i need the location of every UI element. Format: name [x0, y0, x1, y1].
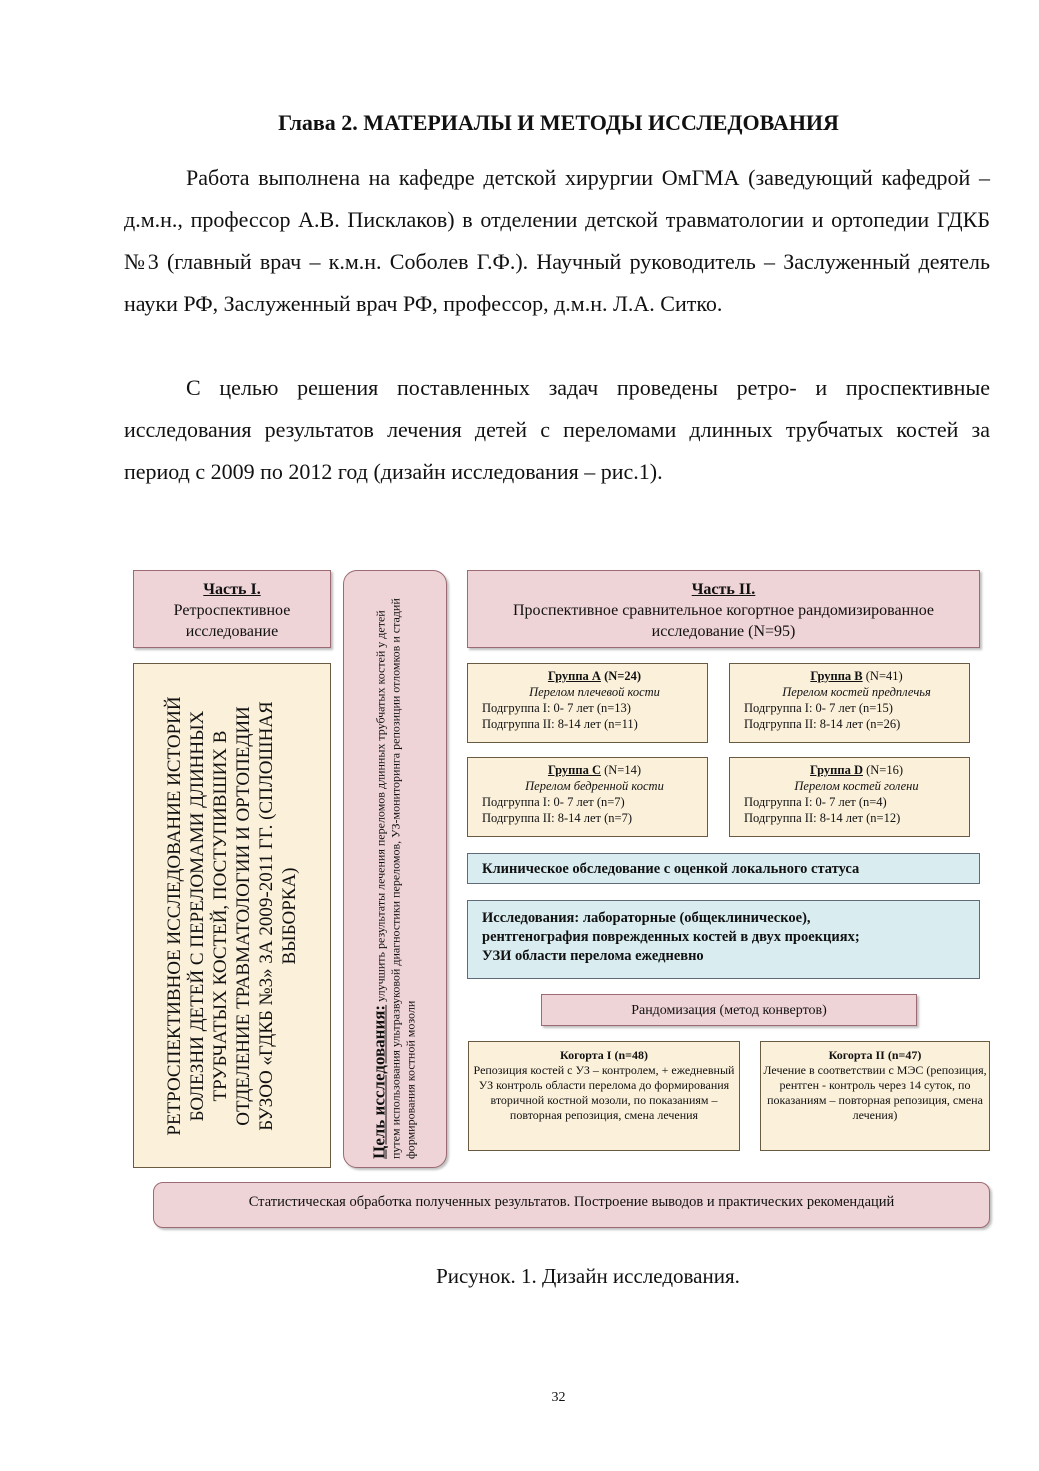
group-d-sub1: Подгруппа I: 0- 7 лет (n=4)	[744, 795, 887, 809]
statistics-box	[153, 1182, 990, 1228]
cohort-2-box	[760, 1041, 990, 1151]
group-d-box	[729, 757, 970, 837]
randomization-box	[541, 994, 917, 1026]
cohort-1-text: Репозиция костей с УЗ – контролем, + ежедневный УЗ контроль области перелома до формирования вторичной костной мозоли, по показаниям – повторная репозиция, смена лечения	[473, 1063, 735, 1122]
group-a-sub2: Подгруппа II: 8-14 лет (n=11)	[482, 717, 638, 731]
studies-line-1: Исследования: лабораторные (общеклиническое),	[482, 910, 811, 926]
group-b-box	[729, 663, 970, 743]
paragraph-1-text: Работа выполнена на кафедре детской хирургии ОмГМА (заведующий кафедрой – д.м.н., профессор А.В. Писклаков) в отделении детской травматологии и ортопедии ГДКБ №3 (главный врач – к.м.н. Соболев Г.Ф.). Научный руководитель – Заслуженный деятель науки РФ, Заслуженный врач РФ, профессор, д.м.н. Л.А. Ситко.	[124, 165, 990, 316]
part-2-title: Часть II.	[691, 581, 756, 598]
paragraph-2	[124, 367, 990, 493]
studies-line-2: рентгенография поврежденных костей в двух проекциях;	[482, 929, 860, 945]
group-a-title: Группа А	[547, 669, 601, 683]
group-b-title: Группа В	[810, 669, 863, 683]
group-a-sub1: Подгруппа I: 0- 7 лет (n=13)	[482, 701, 631, 715]
group-b-sub2: Подгруппа II: 8-14 лет (n=26)	[744, 717, 901, 731]
group-d-n: (N=16)	[866, 763, 904, 777]
group-d-sub2: Подгруппа II: 8-14 лет (n=12)	[744, 811, 901, 825]
retrospective-text: РЕТРОСПЕКТИВНОЕ ИССЛЕДОВАНИЕ ИСТОРИЙ БОЛЕЗНИ ДЕТЕЙ С ПЕРЕЛОМАМИ ДЛИННЫХ ТРУБЧАТЫХ КОСТЕЙ, ПОСТУПИВШИХ В ОТДЕЛЕНИЕ ТРАВМАТОЛОГИИ И ОРТОПЕДИИ БУЗОО «ГДКБ №3» ЗА 2009-2011 ГГ. (СПЛОШНАЯ ВЫБОРКА)	[164, 695, 300, 1136]
studies-box	[467, 900, 980, 979]
retrospective-box	[133, 663, 331, 1168]
paragraph-2-text: С целью решения поставленных задач проведены ретро- и проспективные исследования результатов лечения детей с переломами длинных трубчатых костей за период с 2009 по 2012 год (дизайн исследования – рис.1).	[124, 375, 990, 484]
group-c-title: Группа С	[547, 763, 601, 777]
group-c-box	[467, 757, 708, 837]
part-2-text: Проспективное сравнительное когортное рандомизированное исследование (N=95)	[512, 602, 935, 640]
group-d-title: Группа D	[809, 763, 863, 777]
group-c-subtitle: Перелом бедренной кости	[525, 779, 664, 793]
statistics-text: Статистическая обработка полученных результатов. Построение выводов и практических рекомендаций	[248, 1194, 895, 1210]
goal-content	[369, 579, 419, 1159]
group-b-n: (N=41)	[865, 669, 903, 683]
part-1-box	[133, 570, 331, 648]
chapter-heading: Глава 2. МАТЕРИАЛЫ И МЕТОДЫ ИССЛЕДОВАНИЯ	[278, 110, 839, 135]
group-c-n: (N=14)	[604, 763, 642, 777]
group-c-sub1: Подгруппа I: 0- 7 лет (n=7)	[482, 795, 625, 809]
cohort-1-title: Когорта I (n=48)	[560, 1048, 648, 1062]
goal-box	[343, 570, 447, 1168]
cohort-2-title: Когорта II (n=47)	[828, 1048, 922, 1062]
paragraph-1	[124, 157, 990, 325]
group-b-subtitle: Перелом костей предплечья	[782, 685, 931, 699]
part-1-text: Ретроспективное исследование	[173, 602, 291, 640]
part-1-title: Часть I.	[203, 581, 261, 598]
figure-caption: Рисунок. 1. Дизайн исследования.	[436, 1264, 740, 1288]
group-b-sub1: Подгруппа I: 0- 7 лет (n=15)	[744, 701, 893, 715]
part-2-box	[467, 570, 980, 648]
group-d-subtitle: Перелом костей голени	[794, 779, 919, 793]
page-number: 32	[551, 1390, 566, 1405]
group-a-box	[467, 663, 708, 743]
group-a-subtitle: Перелом плечевой кости	[529, 685, 660, 699]
goal-label: Цель исследования:	[369, 1004, 389, 1159]
cohort-2-text: Лечение в соответствии с МЭС (репозиция, рентген - контроль через 14 суток, по показаниям – повторная репозиция, смена лечения)	[763, 1063, 987, 1122]
goal-text: улучшить результаты лечения переломов длинных трубчатых костей у детей путем использования ультразвуковой диагностики переломов, УЗ-мониторинга репозиции отломков и стадий формирования костной мозоли	[373, 598, 418, 1159]
clinical-exam-text: Клиническое обследование с оценкой локального статуса	[482, 861, 860, 877]
cohort-1-box	[468, 1041, 740, 1151]
group-a-n: (N=24)	[604, 669, 642, 683]
group-c-sub2: Подгруппа II: 8-14 лет (n=7)	[482, 811, 632, 825]
randomization-text: Рандомизация (метод конвертов)	[631, 1003, 827, 1018]
clinical-exam-box	[467, 853, 980, 884]
studies-line-3: УЗИ области перелома ежедневно	[482, 948, 704, 964]
